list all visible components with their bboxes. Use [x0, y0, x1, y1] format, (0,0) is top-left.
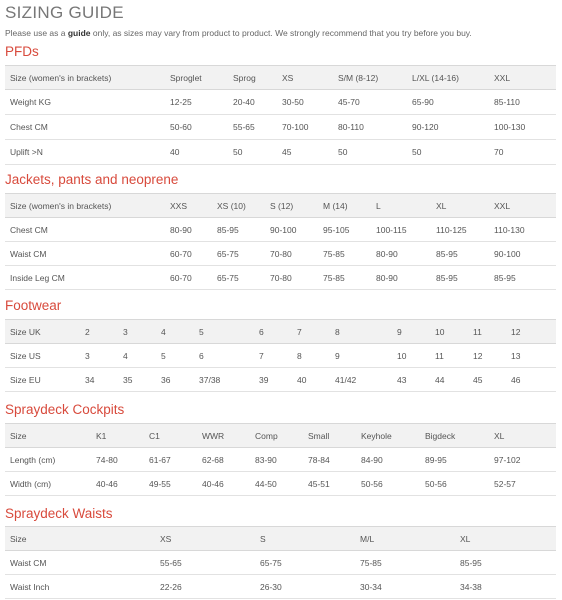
row-label-cell: Waist CM: [5, 551, 160, 575]
table-cell: 20-40: [233, 90, 282, 115]
section-title-spraydeck-waists: Spraydeck Waists: [5, 506, 113, 521]
section-title-jackets: Jackets, pants and neoprene: [5, 172, 179, 187]
header-cell: Sprog: [233, 66, 282, 90]
table-cell: 89-95: [425, 448, 494, 472]
header-cell: XL: [494, 424, 556, 448]
table-cell: 11: [435, 344, 473, 368]
table-cell: 3: [85, 344, 123, 368]
table-cell: 45: [473, 368, 511, 392]
table-cell: 39: [259, 368, 297, 392]
header-cell: Size (women's in brackets): [5, 66, 170, 90]
row-label-cell: Waist Inch: [5, 575, 160, 599]
header-cell: Size UK: [5, 320, 85, 344]
header-cell: [237, 320, 259, 344]
header-cell: M (14): [323, 194, 376, 218]
table-cell: 110-130: [494, 218, 556, 242]
table-cell: 12: [473, 344, 511, 368]
table-cell: 13: [511, 344, 556, 368]
table-cell: 65-90: [412, 90, 494, 115]
table-row: [5, 551, 556, 575]
table-cell: 8: [297, 344, 335, 368]
header-cell: XS (10): [217, 194, 270, 218]
header-cell: M/L: [360, 527, 460, 551]
table-cell: 90-100: [270, 218, 323, 242]
table-cell: 85-95: [217, 218, 270, 242]
table-cell: 9: [335, 344, 373, 368]
table-jackets: [5, 193, 556, 290]
table-cell: 84-90: [361, 448, 425, 472]
section-title-pfds: PFDs: [5, 44, 39, 59]
table-row: [5, 344, 556, 368]
header-cell: XS: [282, 66, 338, 90]
table-cell: 41/42: [335, 368, 373, 392]
section-title-spraydeck-cockpits: Spraydeck Cockpits: [5, 402, 125, 417]
header-cell: 9: [397, 320, 435, 344]
table-header-row: [5, 320, 556, 344]
header-cell: Size: [5, 424, 96, 448]
table-spraydeck-cockpits: [5, 423, 556, 496]
table-cell: 45-51: [308, 472, 361, 496]
table-cell: 43: [397, 368, 435, 392]
table-cell: 45: [282, 140, 338, 165]
table-row: [5, 575, 556, 599]
table-cell: 65-75: [260, 551, 360, 575]
table-cell: 70-80: [270, 266, 323, 290]
table-cell: 80-90: [376, 242, 436, 266]
table-row: [5, 218, 556, 242]
table-footwear: [5, 319, 556, 392]
table-cell: 65-75: [217, 242, 270, 266]
row-label-cell: Weight KG: [5, 90, 170, 115]
header-cell: 6: [259, 320, 297, 344]
intro-text-end: only, as sizes may vary from product to product. We strongly recommend that you try before you buy.: [90, 28, 472, 38]
table-cell: 80-110: [338, 115, 412, 140]
table-cell: 50: [412, 140, 494, 165]
table-cell: 78-84: [308, 448, 361, 472]
table-cell: 4: [123, 344, 161, 368]
row-label-cell: Chest CM: [5, 218, 170, 242]
table-cell: 10: [397, 344, 435, 368]
header-cell: 11: [473, 320, 511, 344]
header-cell: Size: [5, 527, 160, 551]
row-label-cell: Chest CM: [5, 115, 170, 140]
header-cell: XXS: [170, 194, 217, 218]
table-cell: 60-70: [170, 242, 217, 266]
header-cell: 5: [199, 320, 237, 344]
table-row: [5, 242, 556, 266]
table-cell: 75-85: [360, 551, 460, 575]
section-title-footwear: Footwear: [5, 298, 62, 313]
table-cell: 52-57: [494, 472, 556, 496]
table-cell: 90-120: [412, 115, 494, 140]
table-cell: 26-30: [260, 575, 360, 599]
table-cell: 75-85: [323, 266, 376, 290]
table-row: [5, 90, 556, 115]
table-cell: 34: [85, 368, 123, 392]
header-cell: [373, 320, 397, 344]
header-cell: XXL: [494, 194, 556, 218]
intro-text-bold: guide: [67, 28, 91, 38]
table-cell: 34-38: [460, 575, 556, 599]
row-label-cell: Waist CM: [5, 242, 170, 266]
table-row: [5, 140, 556, 165]
table-cell: 22-26: [160, 575, 260, 599]
table-header-row: [5, 424, 556, 448]
header-cell: 7: [297, 320, 335, 344]
table-cell: 49-55: [149, 472, 202, 496]
table-cell: [237, 344, 259, 368]
table-cell: 110-125: [436, 218, 494, 242]
table-cell: 40-46: [202, 472, 255, 496]
table-cell: 45-70: [338, 90, 412, 115]
header-cell: XXL: [494, 66, 556, 90]
table-cell: 80-90: [170, 218, 217, 242]
table-cell: 85-95: [460, 551, 556, 575]
table-cell: 7: [259, 344, 297, 368]
table-cell: 85-95: [494, 266, 556, 290]
table-cell: 100-115: [376, 218, 436, 242]
row-label-cell: Size US: [5, 344, 85, 368]
table-cell: 50-56: [361, 472, 425, 496]
table-cell: 85-110: [494, 90, 556, 115]
header-cell: XS: [160, 527, 260, 551]
table-cell: [373, 344, 397, 368]
intro-text-start: Please use as a: [5, 28, 68, 38]
row-label-cell: Length (cm): [5, 448, 96, 472]
table-cell: 30-34: [360, 575, 460, 599]
table-cell: 100-130: [494, 115, 556, 140]
table-cell: 90-100: [494, 242, 556, 266]
row-label-cell: Size EU: [5, 368, 85, 392]
header-cell: K1: [96, 424, 149, 448]
table-cell: 65-75: [217, 266, 270, 290]
table-row: [5, 368, 556, 392]
table-cell: 40: [297, 368, 335, 392]
table-cell: 83-90: [255, 448, 308, 472]
header-cell: XL: [460, 527, 556, 551]
table-cell: 50-56: [425, 472, 494, 496]
table-cell: 97-102: [494, 448, 556, 472]
table-cell: 74-80: [96, 448, 149, 472]
header-cell: 8: [335, 320, 373, 344]
table-row: [5, 472, 556, 496]
table-row: [5, 448, 556, 472]
header-cell: S/M (8-12): [338, 66, 412, 90]
table-cell: 62-68: [202, 448, 255, 472]
row-label-cell: Inside Leg CM: [5, 266, 170, 290]
header-cell: Sproglet: [170, 66, 233, 90]
table-cell: 46: [511, 368, 556, 392]
header-cell: Size (women's in brackets): [5, 194, 170, 218]
header-cell: 2: [85, 320, 123, 344]
table-cell: 55-65: [160, 551, 260, 575]
header-cell: 12: [511, 320, 556, 344]
table-cell: 35: [123, 368, 161, 392]
table-cell: [373, 368, 397, 392]
page-title: SIZING GUIDE: [5, 3, 124, 22]
header-cell: Small: [308, 424, 361, 448]
table-cell: 37/38: [199, 368, 237, 392]
table-cell: 70: [494, 140, 556, 165]
table-cell: 85-95: [436, 266, 494, 290]
table-header-row: [5, 194, 556, 218]
header-cell: 3: [123, 320, 161, 344]
header-cell: 4: [161, 320, 199, 344]
header-cell: Bigdeck: [425, 424, 494, 448]
header-cell: C1: [149, 424, 202, 448]
table-cell: 12-25: [170, 90, 233, 115]
header-cell: Comp: [255, 424, 308, 448]
header-cell: Keyhole: [361, 424, 425, 448]
table-cell: 44: [435, 368, 473, 392]
table-cell: 70-80: [270, 242, 323, 266]
table-cell: 40: [170, 140, 233, 165]
table-cell: 36: [161, 368, 199, 392]
table-row: [5, 266, 556, 290]
table-cell: 70-100: [282, 115, 338, 140]
header-cell: S: [260, 527, 360, 551]
table-header-row: [5, 527, 556, 551]
table-cell: 5: [161, 344, 199, 368]
table-cell: [237, 368, 259, 392]
header-cell: 10: [435, 320, 473, 344]
table-cell: 50: [338, 140, 412, 165]
intro-text: [5, 28, 472, 38]
table-cell: 50: [233, 140, 282, 165]
table-cell: 75-85: [323, 242, 376, 266]
table-cell: 61-67: [149, 448, 202, 472]
table-row: [5, 115, 556, 140]
table-pfds: [5, 65, 556, 165]
table-cell: 80-90: [376, 266, 436, 290]
table-cell: 85-95: [436, 242, 494, 266]
header-cell: WWR: [202, 424, 255, 448]
header-cell: L/XL (14-16): [412, 66, 494, 90]
table-cell: 44-50: [255, 472, 308, 496]
table-cell: 30-50: [282, 90, 338, 115]
table-cell: 50-60: [170, 115, 233, 140]
row-label-cell: Width (cm): [5, 472, 96, 496]
table-cell: 6: [199, 344, 237, 368]
table-cell: 40-46: [96, 472, 149, 496]
table-cell: 55-65: [233, 115, 282, 140]
table-cell: 95-105: [323, 218, 376, 242]
header-cell: S (12): [270, 194, 323, 218]
table-cell: 60-70: [170, 266, 217, 290]
table-header-row: [5, 66, 556, 90]
row-label-cell: Uplift >N: [5, 140, 170, 165]
header-cell: L: [376, 194, 436, 218]
header-cell: XL: [436, 194, 494, 218]
table-spraydeck-waists: [5, 526, 556, 599]
